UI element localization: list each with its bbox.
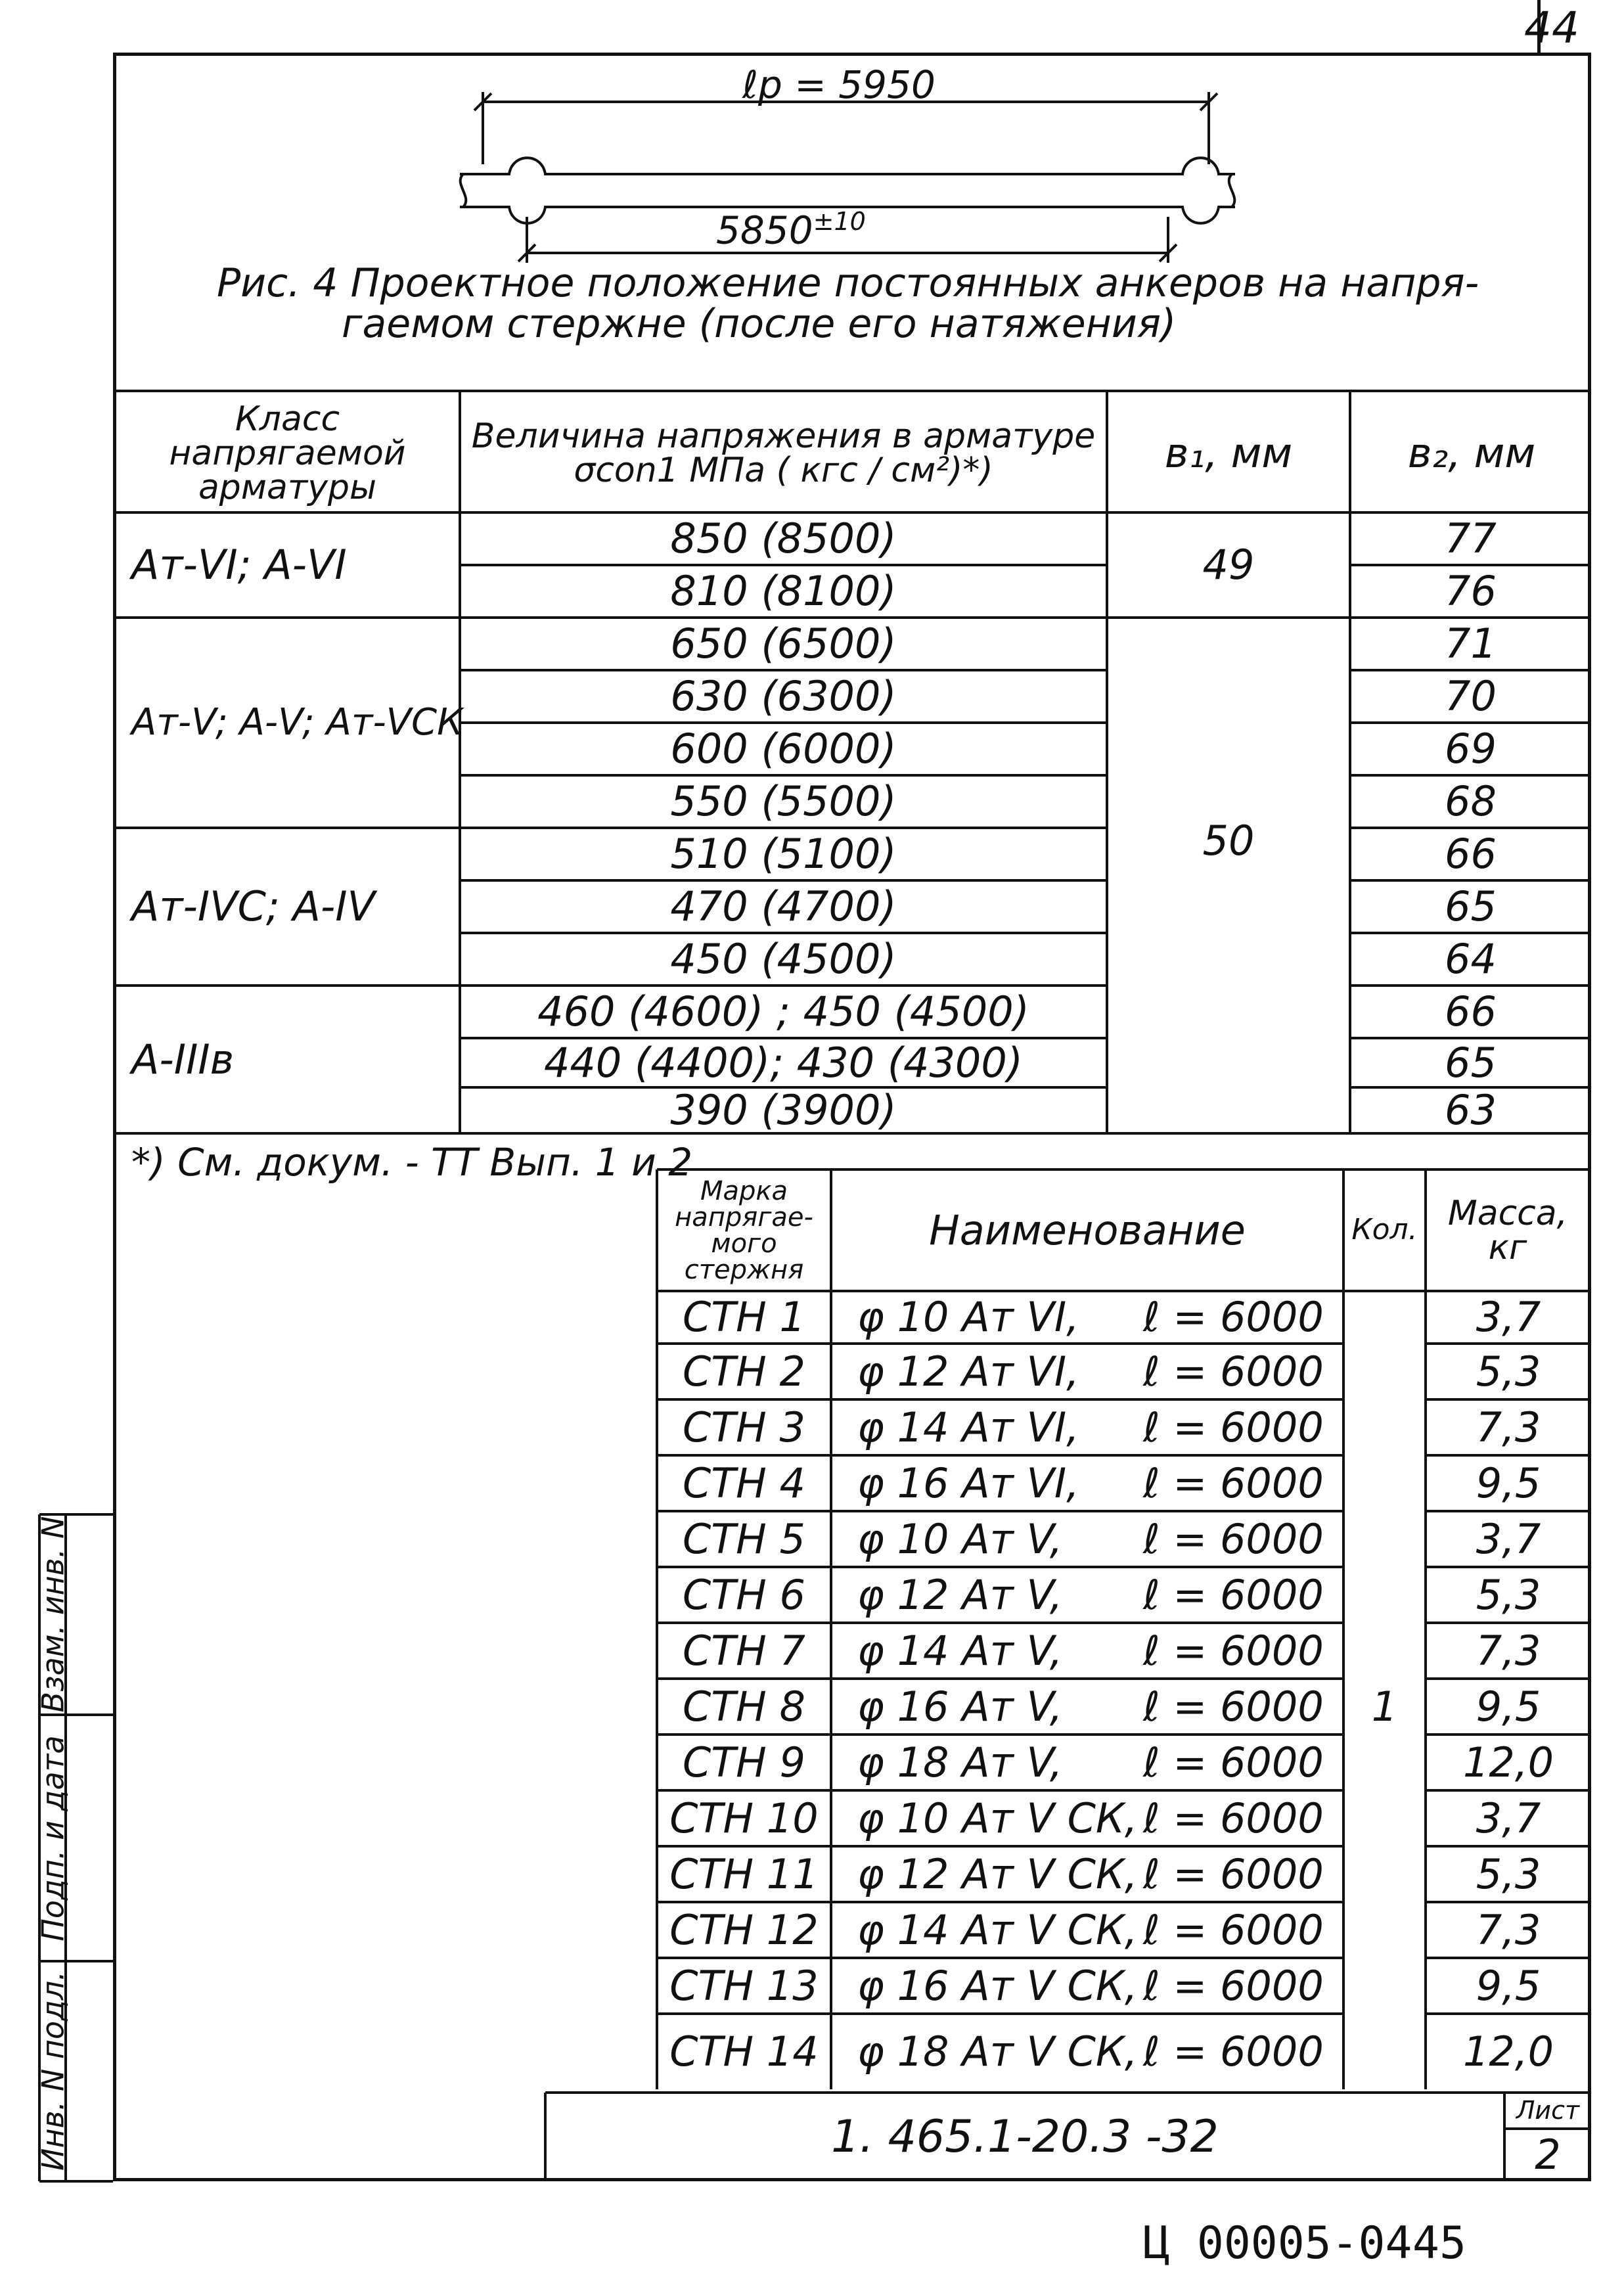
length-cell: ℓ = 6000 <box>1143 1849 1324 1898</box>
length-cell: ℓ = 6000 <box>1143 1905 1324 1954</box>
name-cell: φ 10 Ат V СК, <box>857 1794 1138 1842</box>
b2-value: 71 <box>1445 620 1497 668</box>
mass-cell: 9,5 <box>1476 1459 1541 1507</box>
stress-value: 390 (3900) <box>670 1086 897 1135</box>
mass-cell: 7,3 <box>1476 1905 1541 1954</box>
length-cell: ℓ = 6000 <box>1143 1682 1324 1731</box>
stress-value: 810 (8100) <box>670 567 897 616</box>
mark-cell: СТН 10 <box>669 1794 819 1842</box>
footnote: *) См. докум. - ТТ Вып. 1 и 2 <box>131 1140 693 1185</box>
length-cell: ℓ = 6000 <box>1143 1570 1324 1619</box>
name-cell: φ 18 Ат V, <box>857 1738 1063 1786</box>
length-cell: ℓ = 6000 <box>1143 1459 1324 1507</box>
mark-cell: СТН 5 <box>683 1514 805 1563</box>
header-b2: в₂, мм <box>1407 429 1536 478</box>
name-cell: φ 16 Ат V, <box>857 1682 1063 1731</box>
mark-cell: СТН 4 <box>683 1459 805 1507</box>
sheet-label: Лист <box>1516 2095 1580 2125</box>
mass-cell: 5,3 <box>1476 1570 1541 1619</box>
dimension-value: 5850 <box>716 208 813 253</box>
stress-value: 470 (4700) <box>670 882 897 931</box>
mark-cell: СТН 6 <box>683 1570 805 1619</box>
class-group-2: Ат-V; А-V; Ат-VСК <box>131 700 463 744</box>
name-cell: φ 14 Ат V, <box>857 1626 1063 1675</box>
mark-cell: СТН 3 <box>683 1403 805 1451</box>
name-cell: φ 12 Ат VI, <box>857 1347 1079 1395</box>
figure-caption-line-1: Рис. 4 Проектное положение постоянных анкеров на напря- <box>217 260 1479 306</box>
name-cell: φ 12 Ат V, <box>857 1570 1063 1619</box>
mass-cell: 3,7 <box>1476 1794 1541 1842</box>
header-class: Класс напрягаемой арматуры <box>169 399 406 507</box>
mass-cell: 9,5 <box>1476 1961 1541 2010</box>
mark-cell: СТН 11 <box>669 1849 819 1898</box>
stress-value: 850 (8500) <box>670 514 897 563</box>
b2-value: 63 <box>1445 1086 1497 1135</box>
b1-value: 50 <box>1202 817 1255 865</box>
tolerance-dimension-label <box>716 207 866 252</box>
mass-cell: 12,0 <box>1462 2027 1554 2076</box>
length-cell: ℓ = 6000 <box>1143 1403 1324 1451</box>
length-cell: ℓ = 6000 <box>1143 1961 1324 2010</box>
stress-value: 440 (4400); 430 (4300) <box>543 1038 1023 1087</box>
b2-value: 68 <box>1445 777 1497 826</box>
mass-cell: 12,0 <box>1462 1738 1554 1786</box>
stamp-inventory-number: Инв. N подл. <box>35 1971 71 2171</box>
mark-cell: СТН 8 <box>683 1682 805 1731</box>
stress-value: 600 (6000) <box>670 725 897 773</box>
b2-value: 66 <box>1445 830 1497 878</box>
b2-value: 64 <box>1445 935 1497 984</box>
b2-value: 70 <box>1445 672 1497 721</box>
mark-cell: СТН 7 <box>683 1626 805 1675</box>
stamp-signature-date: Подп. и дата <box>35 1735 71 1941</box>
b2-value: 76 <box>1445 567 1497 616</box>
mass-cell: 7,3 <box>1476 1403 1541 1451</box>
mass-cell: 9,5 <box>1476 1682 1541 1731</box>
length-cell: ℓ = 6000 <box>1143 1293 1324 1342</box>
name-cell: φ 10 Ат V, <box>857 1514 1063 1563</box>
length-cell: ℓ = 6000 <box>1143 1626 1324 1675</box>
b2-value: 69 <box>1445 725 1497 773</box>
mark-cell: СТН 9 <box>683 1738 805 1786</box>
header-mass: Масса, кг <box>1447 1193 1568 1267</box>
archive-code: Ц 00005-04 <box>1143 2217 1412 2269</box>
stress-value: 510 (5100) <box>670 830 897 878</box>
mass-cell: 3,7 <box>1476 1514 1541 1563</box>
page-number: 45 <box>1412 2217 1466 2269</box>
length-cell: ℓ = 6000 <box>1143 1514 1324 1563</box>
mark-cell: СТН 1 <box>683 1293 805 1342</box>
length-cell: ℓ = 6000 <box>1143 1347 1324 1395</box>
length-cell: ℓ = 6000 <box>1143 1794 1324 1842</box>
b1-value: 49 <box>1202 541 1255 589</box>
name-cell: φ 14 Ат VI, <box>857 1403 1079 1451</box>
b2-value: 77 <box>1445 514 1497 563</box>
class-group-1: Ат-VI; А-VI <box>131 541 347 589</box>
name-cell: φ 16 Ат V СК, <box>857 1961 1138 2010</box>
class-group-3: Ат-IVС; А-IV <box>131 882 375 931</box>
name-cell: φ 10 Ат VI, <box>857 1293 1079 1342</box>
name-cell: φ 14 Ат V СК, <box>857 1905 1138 1954</box>
sheet-value: 2 <box>1535 2131 1561 2179</box>
name-cell: φ 16 Ат VI, <box>857 1459 1079 1507</box>
length-cell: ℓ = 6000 <box>1143 1738 1324 1786</box>
mass-cell: 5,3 <box>1476 1849 1541 1898</box>
length-cell: ℓ = 6000 <box>1143 2027 1324 2076</box>
stamp-replacement-inventory: Взам. инв. N <box>35 1516 71 1713</box>
stress-value: 630 (6300) <box>670 672 897 721</box>
stress-value: 460 (4600) ; 450 (4500) <box>537 987 1029 1036</box>
lp-dimension-label: ℓр = 5950 <box>742 62 936 107</box>
class-group-4: А-IIIв <box>131 1035 235 1083</box>
mass-cell: 5,3 <box>1476 1347 1541 1395</box>
header-mark: Марка напрягае- мого стержня <box>675 1175 813 1285</box>
stress-value: 550 (5500) <box>670 777 897 826</box>
header-stress: Величина напряжения в арматуре σcon1 МПа ( кгс / см²)*) <box>471 417 1096 490</box>
mark-cell: СТН 14 <box>669 2027 819 2076</box>
mass-cell: 7,3 <box>1476 1626 1541 1675</box>
name-cell: φ 18 Ат V СК, <box>857 2027 1138 2076</box>
stress-value: 450 (4500) <box>670 935 897 984</box>
mark-cell: СТН 13 <box>669 1961 819 2010</box>
figure-caption-line-2: гаемом стержне (после его натяжения) <box>342 301 1177 347</box>
document-code: 1. 465.1-20.3 -32 <box>831 2110 1219 2163</box>
b2-value: 65 <box>1445 1038 1497 1087</box>
stress-value: 650 (6500) <box>670 620 897 668</box>
header-qty: Кол. <box>1351 1213 1418 1247</box>
sheet-number: 44 <box>1524 3 1579 53</box>
mark-cell: СТН 2 <box>683 1347 805 1395</box>
mass-cell: 3,7 <box>1476 1293 1541 1342</box>
header-name: Наименование <box>929 1206 1246 1254</box>
b2-value: 66 <box>1445 987 1497 1036</box>
b2-value: 65 <box>1445 882 1497 931</box>
mark-cell: СТН 12 <box>669 1905 819 1954</box>
qty-value: 1 <box>1371 1682 1398 1731</box>
header-b1: в₁, мм <box>1164 429 1293 478</box>
tolerance-value: ±10 <box>813 207 866 236</box>
name-cell: φ 12 Ат V СК, <box>857 1849 1138 1898</box>
